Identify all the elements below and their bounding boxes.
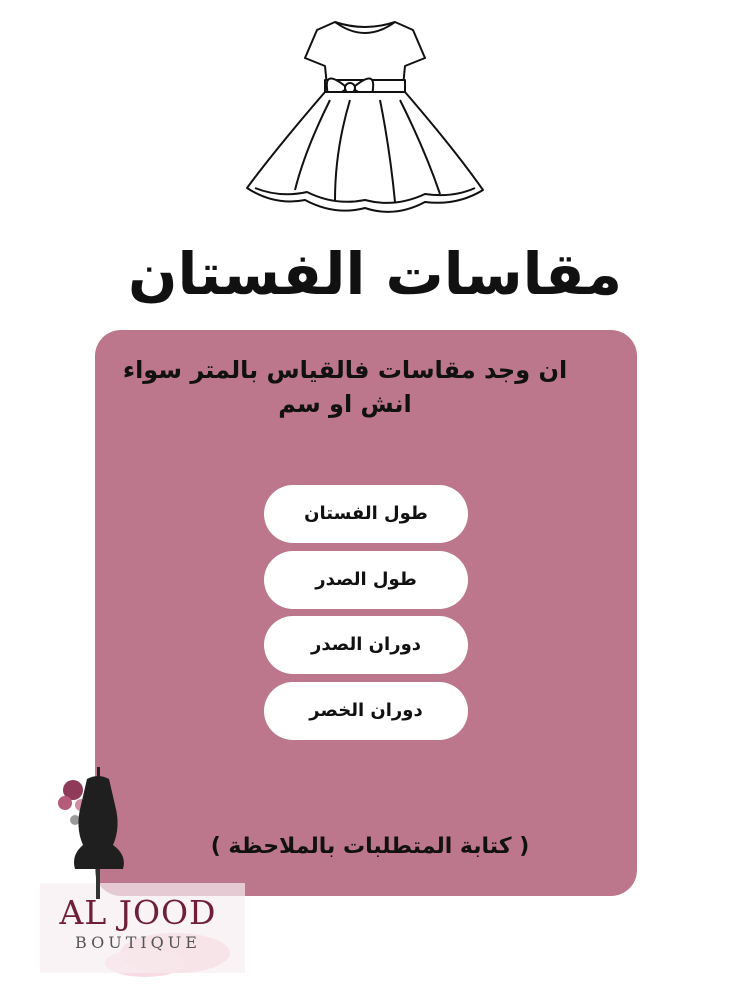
logo-name: AL JOOD (59, 893, 217, 932)
logo-subtitle: BOUTIQUE (75, 933, 201, 952)
mannequin-icon (35, 765, 250, 990)
chest-length-button[interactable]: طول الصدر (264, 551, 468, 609)
dress-icon (235, 10, 495, 225)
note-text: ( كتابة المتطلبات بالملاحظة ) (210, 834, 530, 859)
intro-text: ان وجد مقاسات فالقياس بالمتر سواء انش او سم (122, 356, 568, 418)
dress-length-button[interactable]: طول الفستان (264, 485, 468, 543)
chest-circumference-button[interactable]: دوران الصدر (264, 616, 468, 674)
page-title: مقاسات الفستان (127, 240, 623, 308)
waist-circumference-button[interactable]: دوران الخصر (264, 682, 468, 740)
